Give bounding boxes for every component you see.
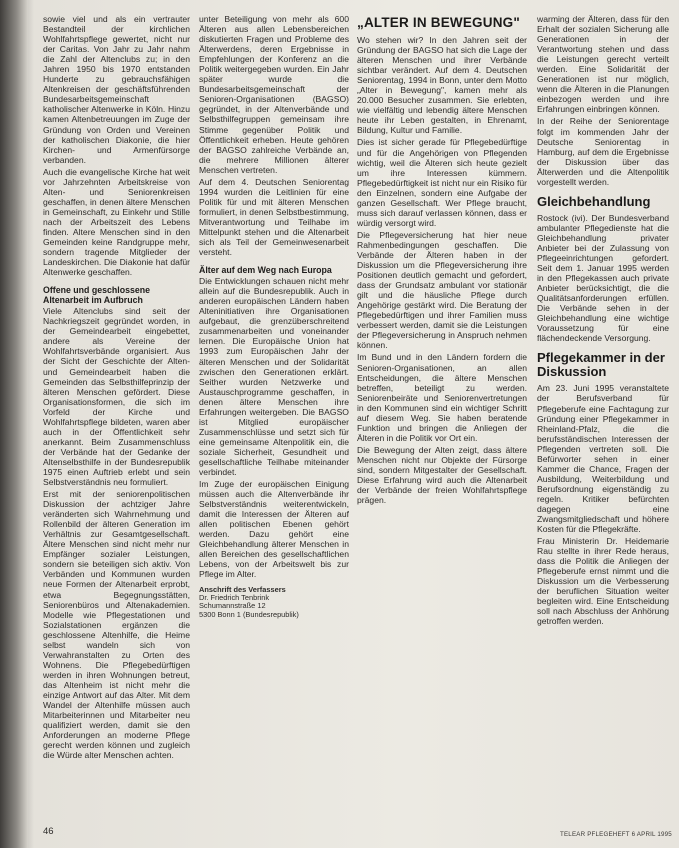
column-1: [43, 14, 190, 820]
author-address-line: Schumannstraße 12: [199, 601, 266, 611]
body-paragraph: Rostock (ivi). Der Bundesverband ambulanter Pflegedienste hat die Gleichbehandlung privater Anbieter bei der Zulassung von Pflegeeinrichtungen gefordert. Seit dem 1. Januar 1995 werden in den Pflegekassen auch private Anbieter berücksichtigt, die die Qualitätsanforderungen erfüllen. Die Verbände sehen in der Gleichbehandlung eine wichtige Voraussetzung für eine flächendeckende Versorgung.: [537, 212, 669, 344]
body-paragraph: Viele Altenclubs sind seit der Nachkriegszeit gegründet worden, in der Gemeindearbeit eingebettet, andere als Vereine der Wohlfahrtsverbände organisiert. Aus der Sicht der Geschichte der Alten- und Gemeindearbeit haben die Gemeinden das Selbsthilfeprinzip der älteren Menschen gefördert. Diese Organisationsformen, die sich im Vorfeld der Kirche und Wohlfahrtspflege bildeten, waren aber auch in der Öffentlichkeit sehr anerkannt. Beim Zusammenschluss der Verbände hat der Gedanke der Altenselbsthilfe in der Bundesrepublik 1975 einen Auftrieb erlebt und sein Selbstverständnis neu formuliert.: [43, 306, 190, 488]
body-paragraph: Am 23. Juni 1995 veranstaltete der Berufsverband für Pflegeberufe eine Fachtagung zur Gründung einer Pflegekammer in Rheinland-Pfalz, die die berufsständischen Interessen der Pflegenden vertreten soll. Die Befürworter sehen in einer Kammer die Chance, Fragen der Ausbildung, Weiterbildung und Berufsordnung eigenständig zu regeln. Kritiker befürchten dagegen eine Zwangsmitgliedschaft und höhere Kosten für die Pflegekräfte.: [537, 383, 669, 535]
body-paragraph: Erst mit der seniorenpolitischen Diskussion der achtziger Jahre veränderten sich Wahrnehmung und Rollenbild der älteren Generation im Verhältnis zur Gesamtgesellschaft. Ältere Menschen sind nicht mehr nur Empfänger sozialer Leistungen, sondern sie beteiligen sich aktiv. Von Verbänden und Kommunen wurden neue Formen der Altenarbeit erprobt, etwa Begegnungsstätten, Seniorenbüros und Altenakademien. Modelle wie Pflegestationen und Sozialstationen ergänzen die geschlossene Altenhilfe, die Heime selbst wandeln sich von Verwahranstalten zu Orten des Wohnens. Die Pflegebedürftigen werden in ihren Wohnungen betreut, das Altenheim ist nicht mehr die einzige Antwort auf das Alter. Mit dem Wandel der Altenhilfe müssen auch Mitarbeiterinnen und Mitarbeiter neu qualifiziert werden, damit sie den Anforderungen an moderne Pflege gerecht werden können und zugleich die Würde alter Menschen achten.: [43, 489, 190, 761]
column-2: [199, 14, 349, 820]
section-heading-gleichbehandlung: Gleichbehandlung: [537, 193, 651, 209]
author-address-line: Dr. Friedrich Tenbrink: [199, 592, 270, 602]
body-paragraph: sowie viel und als ein vertrauter Bestandteil der kirchlichen Wohlfahrtspflege gewertet, nicht nur der Caritas. Von Jahr zu Jahr nahm die Zahl der Altenclubs zu; in den Jahren 1950 bis 1970 entstanden Hunderte zu gebrauchsfähigen Altenkreisen der geschäftsführenden Bundesarbeitsgemeinschaft katholischer Altenwerke in Köln. Hinzu kamen Altenbetreuungen im Zuge der Gründung von Orden und Vereinen der katholischen Diakonie, die hier Kirchen- und Armenfürsorge verbanden.: [43, 14, 190, 165]
page-spine-shadow: [0, 0, 28, 848]
body-paragraph: Im Bund und in den Ländern fordern die Senioren-Organisationen, an allen Entscheidungen, die ältere Menschen betreffen, beteiligt zu werden. Seniorenbeiräte und Seniorenvertretungen in den Kommunen sind ein wichtiger Schritt auf diesem Weg. Sie haben beratende Funktion und bringen die Anliegen der Älteren in die Politik vor Ort ein.: [357, 352, 527, 443]
author-address-label: Anschrift des Verfassers: [199, 584, 286, 594]
body-paragraph: Die Bewegung der Alten zeigt, dass ältere Menschen nicht nur Objekte der Fürsorge sind, sondern Mitgestalter der Gesellschaft. Diese Erfahrung wird auch die Altenarbeit der Verbände der freien Wohlfahrtspflege prägen.: [357, 444, 527, 506]
body-paragraph: In der Reihe der Seniorentage folgt im kommenden Jahr der Deutsche Seniorentag in Hamburg, auf dem die Ergebnisse der Diskussion über das Älterwerden und die Altenpolitik vorgestellt werden.: [537, 116, 669, 187]
body-paragraph: Im Zuge der europäischen Einigung müssen auch die Altenverbände ihr Selbstverständnis weiterentwickeln, damit die Interessen der Älteren auf allen politischen Ebenen gehört werden. Dazu gehört eine Gleichbehandlung älterer Menschen in allen Bereichen des gesellschaftlichen Lebens, von der Arbeitswelt bis zur Pflege im Alter.: [199, 479, 349, 580]
subheading: Offene und geschlossene Altenarbeit im Aufbruch: [43, 285, 151, 306]
body-paragraph: Wo stehen wir? In den Jahren seit der Gründung der BAGSO hat sich die Lage der älteren Menschen und ihrer Verbände sichtbar verändert. Auf dem 4. Deutschen Seniorentag, 1994 in Bonn, unter dem Motto „Alter in Bewegung", kamen mehr als 20.000 Besucher zusammen. Sie erlebten, wie vielfältig und lebendig ältere Menschen heute ihr Leben gestalten, in Ehrenamt, Bildung, Kultur und Familie.: [357, 35, 527, 136]
body-paragraph: Dies ist sicher gerade für Pflegebedürftige und für die Angehörigen von Pflegenden wichtig, weil die Älteren sich heute gezielt um ihre Interessen kümmern. Pflegebedürftigkeit ist nicht nur ein Risiko für den Einzelnen, sondern eine Aufgabe der ganzen Gesellschaft. Wer Pflege braucht, muss sich darauf verlassen können, dass er würdig versorgt wird.: [357, 137, 527, 228]
section-heading-pflegekammer: Pflegekammer in der Diskussion: [537, 350, 665, 380]
column-3: [357, 14, 527, 820]
body-paragraph: Auch die evangelische Kirche hat weit vor Jahrzehnten Arbeitskreise von Alten- und Seniorenkreisen geschaffen, in denen ältere Menschen in Gemeinschaft, zu Einkehr und Stille nach der Arbeitszeit des Lebens finden. Altere Menschen sind in den Gemeinden keine Randgruppe mehr, sondern tragende Mitglieder der Landeskirchen. Die Diakonie hat dafür Altenwerke geschaffen.: [43, 166, 190, 278]
author-address: [199, 586, 349, 620]
body-paragraph: warming der Älteren, dass für den Erhalt der sozialen Sicherung alle Generationen in der Verantwortung stehen und dass die Leistungen gerecht verteilt werden. Eine Solidarität der Generationen ist nur möglich, wenn die Älteren in die Planungen einbezogen werden und ihre Erfahrungen einbringen können.: [537, 14, 669, 115]
body-paragraph: Auf dem 4. Deutschen Seniorentag 1994 wurden die Leitlinien für eine Politik für und mit älteren Menschen formuliert, in denen Selbstbestimmung, Mitverantwortung und Teilhabe im Mittelpunkt stehen und die Altenarbeit sich als Teil der Gemeinwesenarbeit versteht.: [199, 176, 349, 258]
column-4: [537, 14, 669, 820]
author-address-line: 5300 Bonn 1 (Bundesrepublik): [199, 609, 299, 619]
body-paragraph: Die Entwicklungen schauen nicht mehr allein auf die Bundesrepublik. Auch in anderen europäischen Ländern haben Alteninitiativen ihre Organisationen aufgebaut, die grenzüberschreitend zusammenarbeiten und voneinander lernen. Die Europäische Union hat 1993 zum Europäischen Jahr der älteren Menschen und der Solidarität zwischen den Generationen erklärt. Seither wurden Netzwerke und Austauschprogramme geschaffen, in denen ältere Menschen ihre Erfahrungen weitergeben. Die BAGSO ist Mitglied europäischer Zusammenschlüsse und setzt sich für eine gemeinsame Altenpolitik ein, die soziale Sicherheit, Gesundheit und gesellschaftliche Teilhabe miteinander verbindet.: [199, 276, 349, 478]
page-number: 46: [43, 826, 54, 837]
body-paragraph: Frau Ministerin Dr. Heidemarie Rau stellte in ihrer Rede heraus, dass die Politik die Anliegen der Pflegeberufe ernst nimmt und die Diskussion um die Verbesserung der beruflichen Situation weiter begleiten wird. Eine Entscheidung soll nach Abschluss der Anhörung getroffen werden.: [537, 536, 669, 627]
page-footer: TELEAR PFLEGEHEFT 6 APRIL 1995: [560, 831, 672, 838]
article-heading: „ALTER IN BEWEGUNG": [357, 15, 520, 30]
body-paragraph: Die Pflegeversicherung hat hier neue Rahmenbedingungen geschaffen. Die Verbände der Älteren haben in der Diskussion um die Pflegeversicherung ihre Positionen deutlich gemacht und gefordert, dass der Grundsatz ambulant vor stationär gilt und die häusliche Pflege durch Angehörige gestärkt wird. Die Beratung der Pflegebedürftigen und ihrer Familien muss verbessert werden, damit sie die Leistungen der Pflegeversicherung in Anspruch nehmen können.: [357, 229, 527, 351]
subheading: Älter auf dem Weg nach Europa: [199, 265, 332, 276]
body-paragraph: unter Beteiligung von mehr als 600 Älteren aus allen Lebensbereichen diskutierten Fragen und Probleme des Älterwerdens, deren Ergebnisse in Empfehlungen der Konferenz an die Politik weitergegeben wurden. Ein Jahr später wurde die Bundesarbeitsgemeinschaft der Senioren-Organisationen (BAGSO) gegründet, in der Altenverbände und Selbsthilfegruppen gemeinsam ihre Stimme gegenüber Politik und Öffentlichkeit erheben. Heute gehören der BAGSO zahlreiche Verbände an, die mehrere Millionen älterer Menschen vertreten.: [199, 14, 349, 175]
